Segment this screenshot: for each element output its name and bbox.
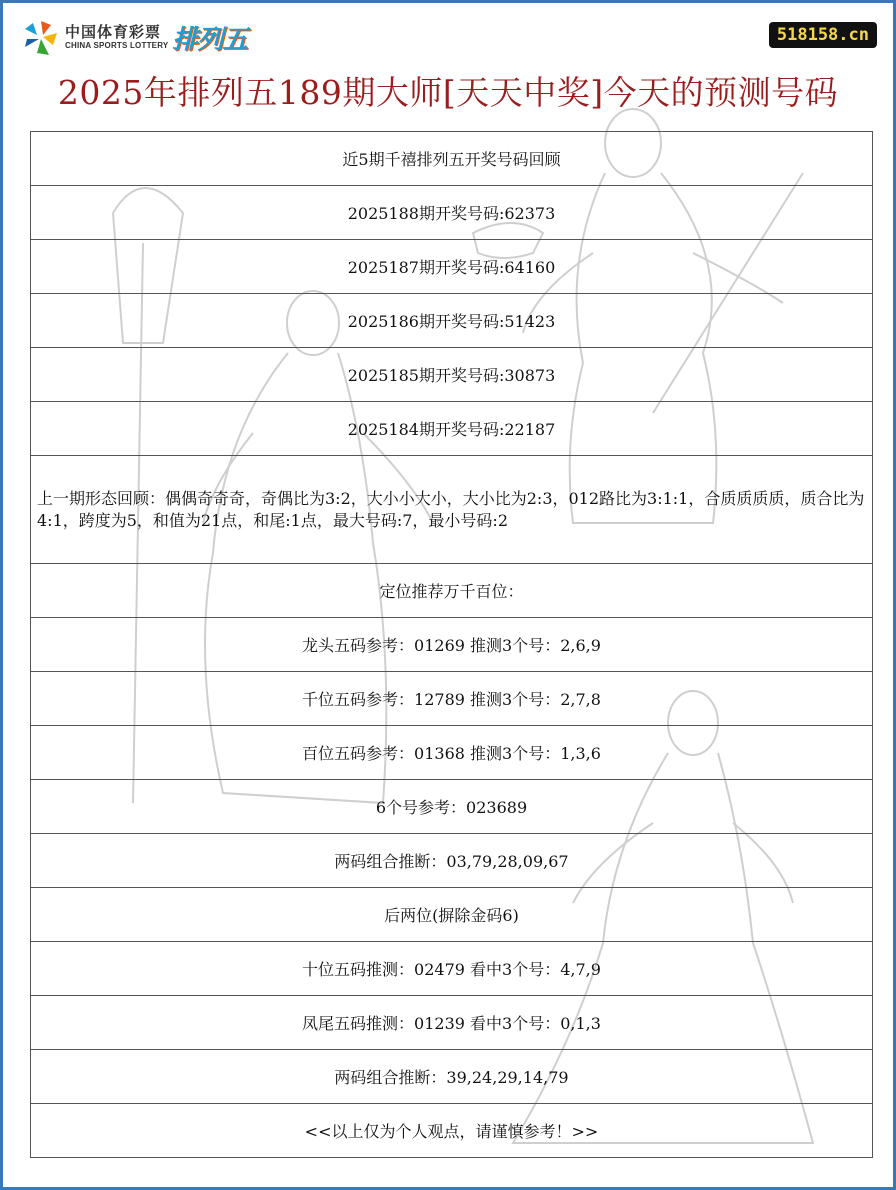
prediction-item: 十位五码推测：02479 看中3个号：4,7,9 (31, 942, 873, 996)
table-row (31, 1050, 873, 1104)
prediction-item: 百位五码参考：01368 推测3个号：1,3,6 (31, 726, 873, 780)
table-row (31, 186, 873, 240)
table-row (31, 294, 873, 348)
prediction-item: 6个号参考：023689 (31, 780, 873, 834)
section-heading-recent-draws: 近5期千禧排列五开奖号码回顾 (31, 132, 873, 186)
header (3, 3, 893, 63)
draw-result: 2025187期开奖号码:64160 (31, 240, 873, 294)
disclaimer: <<以上仅为个人观点，请谨慎参考！>> (31, 1104, 873, 1158)
lottery-logo (21, 17, 247, 57)
draw-result: 2025184期开奖号码:22187 (31, 402, 873, 456)
table-row (31, 348, 873, 402)
site-domain-badge[interactable]: 518158.cn (769, 22, 877, 48)
section-heading-position-picks: 定位推荐万千百位： (31, 564, 873, 618)
prediction-item: 凤尾五码推测：01239 看中3个号：0,1,3 (31, 996, 873, 1050)
prediction-table (30, 131, 873, 1158)
section-heading-last-two: 后两位(摒除金码6) (31, 888, 873, 942)
page-title: 2025年排列五189期大师[天天中奖]今天的预测号码 (57, 73, 839, 112)
table-row (31, 996, 873, 1050)
table-row (31, 726, 873, 780)
table-row (31, 672, 873, 726)
prediction-table-wrapper (30, 131, 873, 1158)
draw-result: 2025186期开奖号码:51423 (31, 294, 873, 348)
table-row (31, 240, 873, 294)
logo-chinese-text: 中国体育彩票 (65, 22, 162, 41)
table-row (31, 402, 873, 456)
lottery-star-icon (21, 17, 61, 57)
table-row (31, 888, 873, 942)
table-row (31, 456, 873, 564)
prediction-item: 龙头五码参考：01269 推测3个号：2,6,9 (31, 618, 873, 672)
logo-brand-text: 排列五 (172, 24, 248, 55)
logo-english-text: CHINA SPORTS LOTTERY (65, 40, 169, 50)
table-row (31, 564, 873, 618)
draw-result: 2025188期开奖号码:62373 (31, 186, 873, 240)
table-row (31, 942, 873, 996)
table-row (31, 132, 873, 186)
table-row (31, 780, 873, 834)
table-row (31, 1104, 873, 1158)
last-draw-pattern-review: 上一期形态回顾：偶偶奇奇奇，奇偶比为3:2，大小小大小，大小比为2:3，012路比为3:1:1，合质质质质，质合比为4:1，跨度为5，和值为21点，和尾:1点，最大号码:7，最小号码:2 (31, 456, 873, 564)
prediction-item: 两码组合推断：03,79,28,09,67 (31, 834, 873, 888)
table-row (31, 834, 873, 888)
draw-result: 2025185期开奖号码:30873 (31, 348, 873, 402)
table-row (31, 618, 873, 672)
prediction-item: 千位五码参考：12789 推测3个号：2,7,8 (31, 672, 873, 726)
prediction-item: 两码组合推断：39,24,29,14,79 (31, 1050, 873, 1104)
